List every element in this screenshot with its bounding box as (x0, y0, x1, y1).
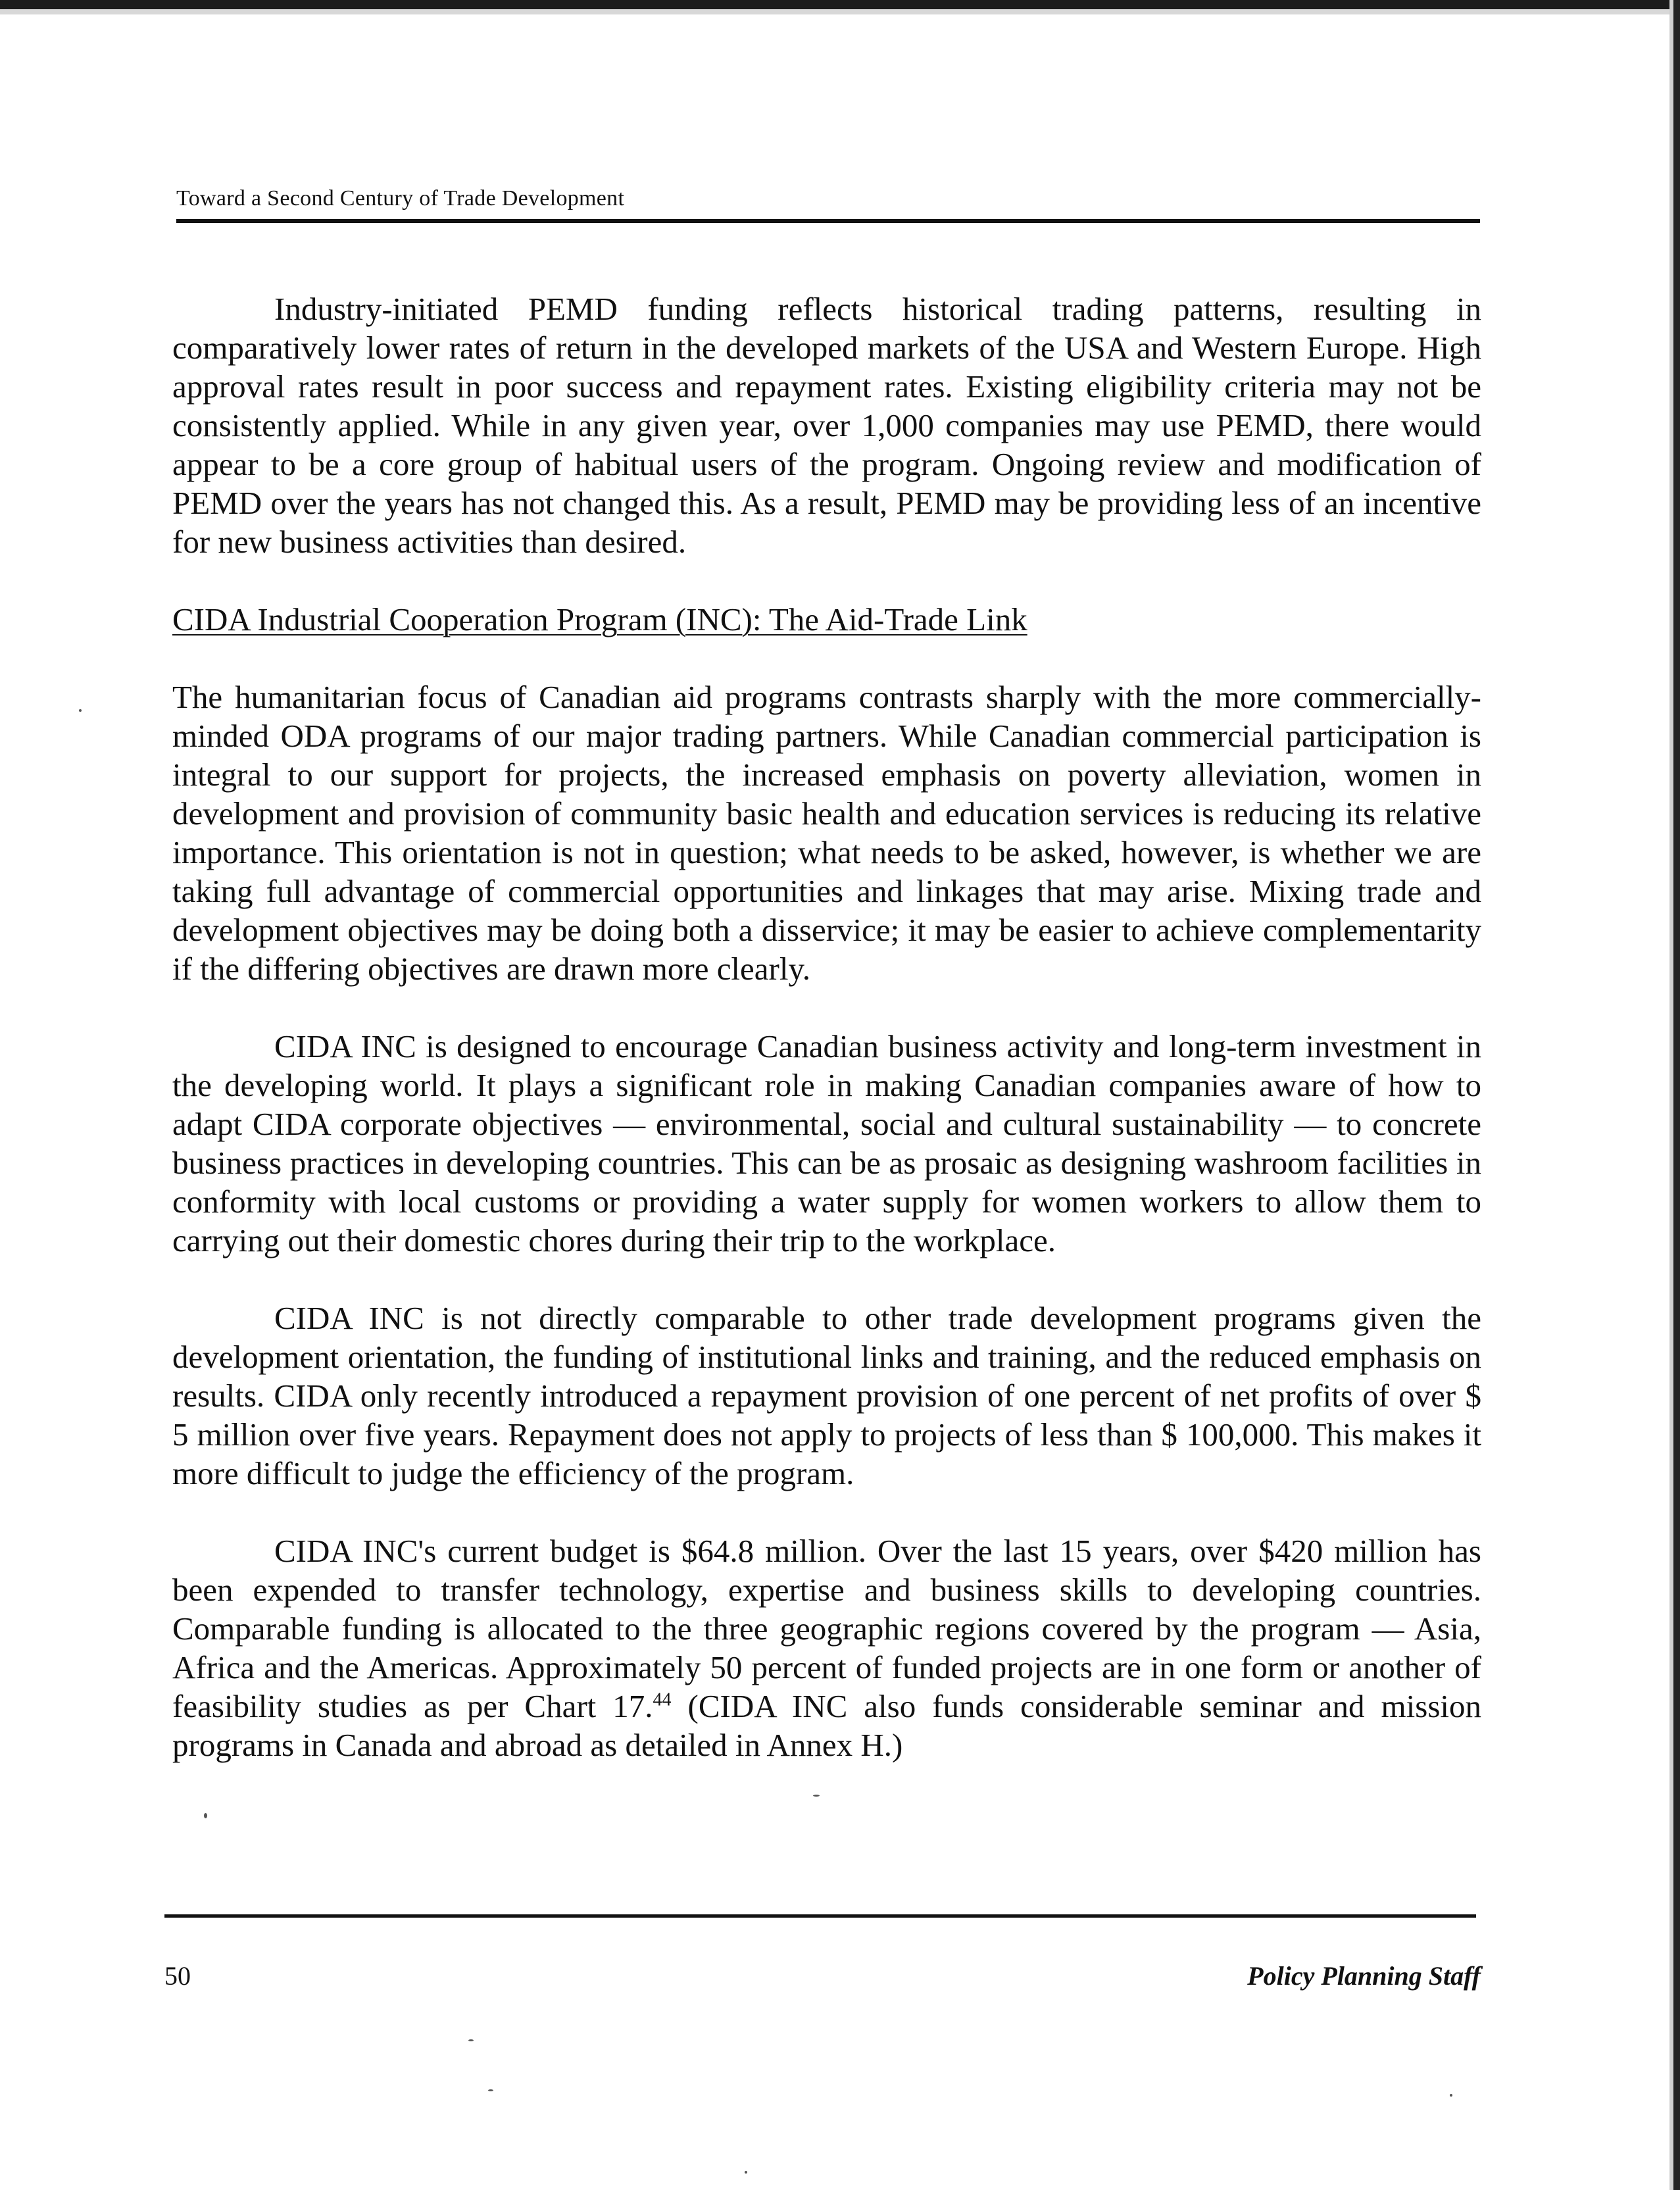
paragraph-cida-inc-budget (172, 1531, 1481, 1764)
scan-top-edge (0, 0, 1680, 9)
scan-right-shadow (1669, 0, 1673, 2190)
paragraph-pemd-funding: Industry-initiated PEMD funding reflects historical trading patterns, resulting in comparatively lower rates of return in the developed markets of the USA and Western Europe. High approval rates result in poor success and repayment rates. Existing eligibility criteria may not be consistently applied. While in any given year, over 1,000 companies may use PEMD, there would appear to be a core group of habitual users of the program. Ongoing review and modification of PEMD over the years has not changed this. As a result, PEMD may be providing less of an incentive for new business activities than desired. (172, 291, 1481, 560)
header-rule (176, 219, 1480, 223)
paragraph-cida-inc-design: CIDA INC is designed to encourage Canadian business activity and long-term investment in the developing world. It plays a significant role in making Canadian companies aware of how to adapt CIDA corporate objectives — environmental, social and cultural sustainability — to concrete business practices in developing countries. This can be as prosaic as designing washroom facilities in conformity with local customs or providing a water supply for women workers to allow them to carrying out their domestic chores during their trip to the workplace. (172, 1028, 1481, 1258)
running-header: Toward a Second Century of Trade Development (176, 186, 625, 211)
scan-speck (488, 2089, 493, 2091)
section-heading-cida-inc: CIDA Industrial Cooperation Program (INC): The Aid-Trade Link (172, 601, 1027, 637)
scan-speck (468, 2039, 474, 2041)
scan-right-edge (1673, 0, 1680, 2190)
paragraph-humanitarian-focus: The humanitarian focus of Canadian aid programs contrasts sharply with the more commercially-minded ODA programs of our major trading partners. While Canadian commercial participation is integral to our support for projects, the increased emphasis on poverty alleviation, women in development and provision of community basic health and education services is reducing its relative importance. This orientation is not in question; what needs to be asked, however, is whether we are taking full advantage of commercial opportunities and linkages that may arise. Mixing trade and development objectives may be doing both a disservice; it may be easier to achieve complementarity if the differing objectives are drawn more clearly. (172, 679, 1481, 987)
footer-credit: Policy Planning Staff (1247, 1961, 1481, 1991)
page-number: 50 (164, 1961, 191, 1991)
scan-speck (79, 709, 82, 712)
scan-speck (204, 1813, 207, 1818)
page-body (172, 289, 1481, 1803)
paragraph-cida-inc-comparison: CIDA INC is not directly comparable to other trade development programs given the development orientation, the funding of institutional links and training, and the reduced emphasis on results. CIDA only recently introduced a repayment provision of one percent of net profits of over $ 5 million over five years. Repayment does not apply to projects of less than $ 100,000. This makes it more difficult to judge the efficiency of the program. (172, 1300, 1481, 1491)
scan-speck (1450, 2094, 1452, 2097)
scan-top-shadow (0, 9, 1680, 14)
scan-speck (745, 2171, 747, 2174)
footer-rule (164, 1914, 1476, 1918)
budget-text-after-note: (CIDA INC also funds considerable seminar and mission programs in Canada and abroad as detailed in Annex H.) (172, 1688, 1482, 1763)
footnote-reference: 44 (653, 1689, 672, 1710)
scan-speck (813, 1795, 820, 1797)
budget-text-before-note: CIDA INC's current budget is $64.8 million. Over the last 15 years, over $420 million has been expended to transfer technology, expertise and business skills to developing countries. Comparable funding is allocated to the three geographic regions covered by the program — Asia, Africa and the Americas. Approximately 50 percent of funded projects are in one form or another of feasibility studies as per Chart 17. (172, 1533, 1481, 1724)
